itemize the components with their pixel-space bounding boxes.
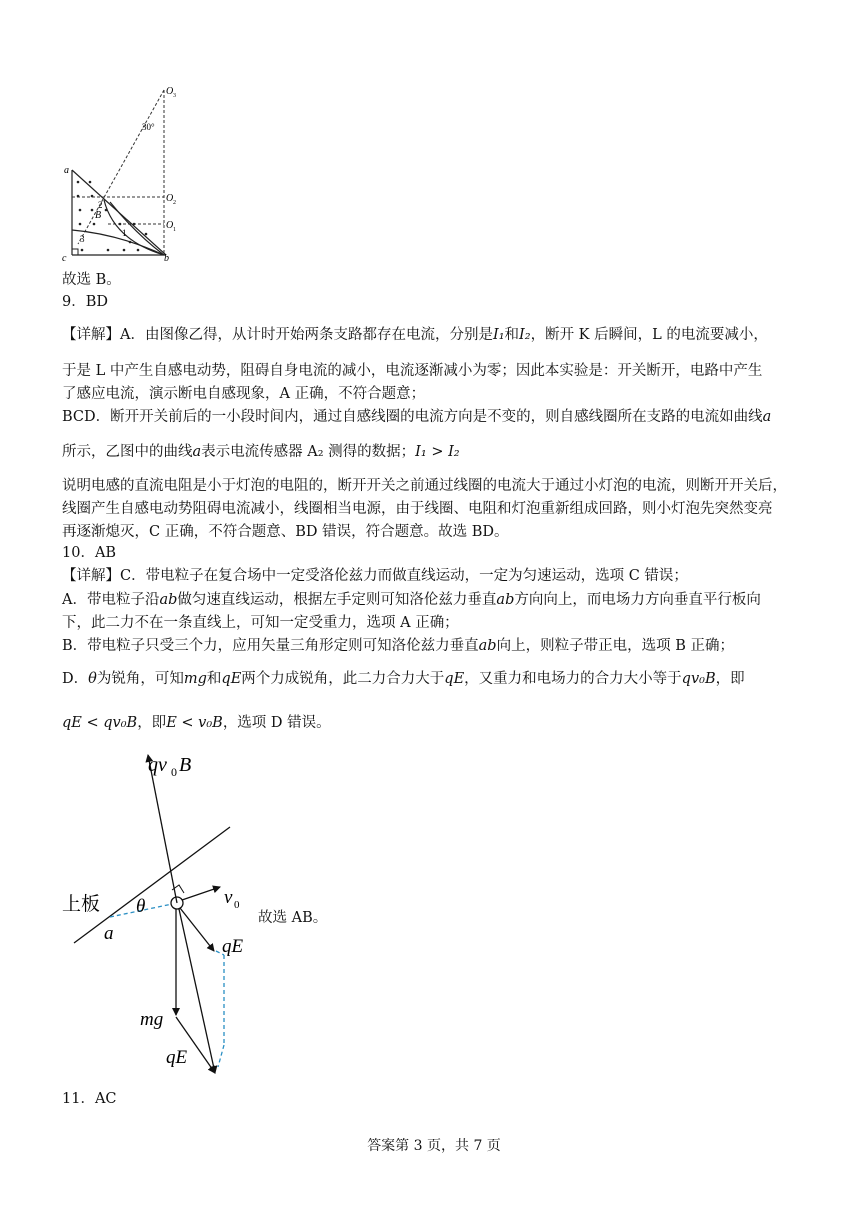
label-o3-sub: 3 [173,93,176,99]
label-angle: 30° [142,122,155,132]
q9-para-1: 【详解】A．由图像乙得，从计时开始两条支路都存在电流，分别是I₁和I₂，断开 K 后瞬间，L 的电流要减小， [62,327,768,343]
label-qv0b-sub: 0 [171,765,177,779]
q10-para-5: D．θ为锐角，可知mg和qE两个力成锐角，此二力合力大于qE，又重力和电场力的合力大小等于qv₀B，即 [62,671,745,687]
q10-para-6: qE < qv₀B，即E < v₀B，选项 D 错误。 [62,715,331,731]
label-mg: mg [140,1009,164,1030]
label-a-point: a [104,923,114,944]
label-b: b [164,253,169,264]
label-qv0b-b: B [179,754,192,776]
label-upper-plate: 上板 [62,894,101,915]
q10-conclusion: 故选 AB。 [258,910,328,926]
q9-para-5: 所示，乙图中的曲线a表示电流传感器 A₂ 测得的数据；I₁ > I₂ [62,444,460,460]
label-b-field: B [95,210,102,221]
label-arc-3: 3 [80,234,85,244]
label-arc-2: 2 [98,200,103,210]
q9-para-7: 线圈产生自感电动势阻碍电流减小，线圈相当电源，由于线圈、电阻和灯泡重新组成回路，则小灯泡先突然变亮 [62,501,773,517]
label-v0: v [224,887,233,908]
label-c: c [62,253,67,264]
q10-para-4: B．带电粒子只受三个力，应用矢量三角形定则可知洛伦兹力垂直ab向上，则粒子带正电，选项 B 正确； [62,638,734,654]
geometry-figure [58,84,188,264]
q9-para-4: BCD．断开开关前后的一小段时间内，通过自感线圈的电流方向是不变的，则自感线圈所在支路的电流如曲线a [62,409,772,425]
q9-header: 9．BD [62,294,109,310]
force-diagram [60,745,260,1085]
q11-header: 11．AC [62,1091,117,1107]
label-o3: O [166,86,174,97]
label-o1: O [166,220,174,231]
q10-para-1: 【详解】C．带电粒子在复合场中一定受洛伦兹力而做直线运动，一定为匀速运动，选项 C 错误； [62,568,688,584]
q10-para-2: A．带电粒子沿ab做匀速直线运动，根据左手定则可知洛伦兹力垂直ab方向向上，而电场力方向垂直平行板向 [62,592,761,608]
label-o2-sub: 2 [173,200,176,206]
label-qe-1: qE [222,936,244,957]
label-arc-1: 1 [122,228,127,238]
label-theta: θ [136,896,146,917]
q10-para-3: 下，此二力不在一条直线上，可知一定受重力，选项 A 正确； [62,615,459,631]
label-qe-2: qE [166,1047,188,1068]
q9-para-8: 再逐渐熄灭，C 正确，不符合题意、BD 错误，符合题意。故选 BD。 [62,524,509,540]
label-a: a [64,165,69,176]
q8-conclusion: 故选 B。 [62,272,121,288]
label-v0-sub: 0 [234,899,240,911]
q10-header: 10．AB [62,545,117,561]
page-footer: 答案第 3 页，共 7 页 [367,1138,501,1154]
label-o2: O [166,193,174,204]
label-qv0b: qv [148,754,167,776]
q9-para-3: 了感应电流，演示断电自感现象，A 正确，不符合题意； [62,386,426,402]
q9-para-2: 于是 L 中产生自感电动势，阻碍自身电流的减小，电流逐渐减小为零；因此本实验是：开关断开，电路中产生 [62,363,763,379]
q9-para-6: 说明电感的直流电阻是小于灯泡的电阻的，断开开关之前通过线圈的电流大于通过小灯泡的电流，则断开开关后， [62,478,787,494]
label-o1-sub: 1 [173,227,176,233]
